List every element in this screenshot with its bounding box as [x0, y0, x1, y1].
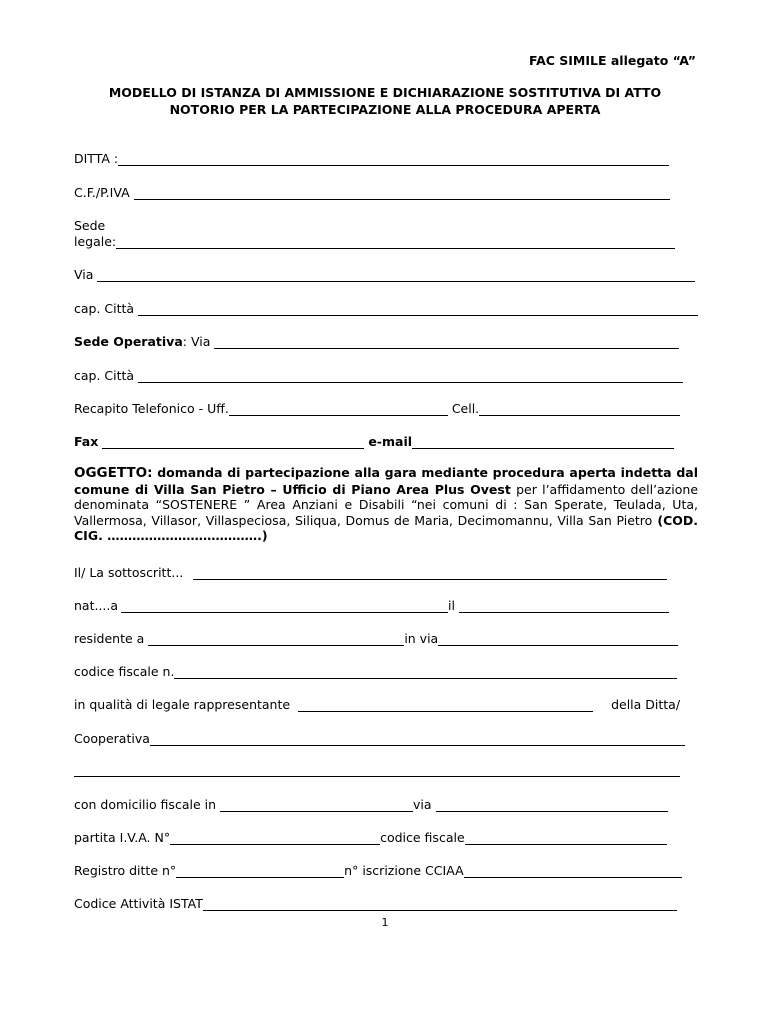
nato-row	[74, 595, 669, 613]
sede-operativa-field[interactable]	[214, 335, 679, 349]
cap-citta-2-label: cap. Città	[74, 368, 135, 383]
cap-citta-row	[74, 298, 698, 316]
registro-field[interactable]	[176, 864, 344, 878]
istat-row	[74, 893, 677, 911]
cap-citta-2-row	[74, 365, 683, 383]
domicilio-label: con domicilio fiscale in	[74, 797, 217, 812]
il-field[interactable]	[459, 599, 669, 613]
codice-fiscale-row	[74, 661, 677, 679]
in-via-field[interactable]	[438, 632, 678, 646]
codice-fiscale-2-field[interactable]	[465, 831, 667, 845]
qualita-field[interactable]	[298, 698, 593, 712]
cf-piva-row	[74, 182, 670, 200]
sede-label: Sede	[74, 218, 106, 233]
fax-field[interactable]	[102, 435, 364, 449]
sottoscritto-label: Il/ La sottoscritt...	[74, 565, 184, 580]
sede-operativa-via-label: : Via	[182, 334, 211, 349]
fax-email-row	[74, 431, 674, 449]
blank-line[interactable]	[74, 775, 680, 777]
residente-row	[74, 628, 678, 646]
partita-iva-field[interactable]	[170, 831, 380, 845]
domicilio-row	[74, 794, 668, 812]
cooperativa-field[interactable]	[150, 732, 685, 746]
via-label: Via	[74, 267, 94, 282]
title-line-2: NOTORIO PER LA PARTECIPAZIONE ALLA PROCEDURA APERTA	[169, 102, 601, 117]
sede-operativa-label: Sede Operativa	[74, 334, 183, 349]
cap-citta-label: cap. Città	[74, 301, 135, 316]
domicilio-via-field[interactable]	[436, 798, 668, 812]
istat-label: Codice Attività ISTAT	[74, 896, 203, 911]
cf-piva-label: C.F./P.IVA	[74, 185, 130, 200]
oggetto-label: OGGETTO:	[74, 465, 153, 481]
oggetto-text-1: domanda di partecipazione alla gara mediante procedura aperta indetta dal comune di Villa San Pietro – Ufficio di Piano Area Plus Ovest	[74, 465, 698, 497]
cell-label: Cell.	[451, 401, 480, 416]
email-field[interactable]	[412, 435, 674, 449]
fax-label: Fax	[74, 434, 99, 449]
title-line-1: MODELLO DI ISTANZA DI AMMISSIONE E DICHIARAZIONE SOSTITUTIVA DI ATTO	[108, 85, 662, 100]
residente-field[interactable]	[148, 632, 404, 646]
registro-row	[74, 860, 682, 878]
ditta-label: DITTA :	[74, 151, 119, 166]
codice-fiscale-label: codice fiscale n.	[74, 664, 175, 679]
iscrizione-field[interactable]	[464, 864, 682, 878]
qualita-label: in qualità di legale rappresentante	[74, 697, 291, 712]
fac-simile-label: FAC SIMILE allegato “A”	[528, 53, 696, 68]
nato-label: nat....a	[74, 598, 119, 613]
residente-label: residente a	[74, 631, 145, 646]
via-field[interactable]	[97, 268, 695, 282]
cap-citta-field[interactable]	[138, 302, 698, 316]
oggetto-paragraph	[74, 465, 698, 544]
partita-iva-label: partita I.V.A. N°	[74, 830, 171, 845]
domicilio-field[interactable]	[220, 798, 413, 812]
cooperativa-label: Cooperativa	[74, 731, 150, 746]
recapito-label: Recapito Telefonico - Uff.	[74, 401, 229, 416]
page-number: 1	[381, 916, 389, 929]
recapito-field[interactable]	[229, 402, 448, 416]
oggetto-text-2: per l’affidamento dell’azione denominata “SOSTENERE ” Area Anziani e Disabili “nei comuni di : San Sperate, Teulada, Uta, Vallermosa, Villasor, Villaspeciosa, Siliqua, Domus de Maria, Decimomannu, Villa San Pietro	[74, 481, 699, 528]
nato-field[interactable]	[121, 599, 448, 613]
ditta-row	[74, 148, 669, 166]
sede-legale-label: legale:	[74, 234, 117, 249]
oggetto-cig: (COD. CIG. ……………………………….)	[74, 512, 698, 543]
recapito-row	[74, 398, 680, 416]
partita-iva-row	[74, 827, 667, 845]
sottoscritto-field[interactable]	[193, 566, 667, 580]
istat-field[interactable]	[203, 897, 677, 911]
via-row	[74, 264, 695, 282]
sede-legale-field[interactable]	[116, 235, 675, 249]
domicilio-via-label: via	[413, 797, 432, 812]
cell-field[interactable]	[479, 402, 680, 416]
sede-operativa-row	[74, 331, 679, 349]
della-ditta-label: della Ditta/	[611, 697, 681, 712]
il-label: il	[448, 598, 455, 613]
cap-citta-2-field[interactable]	[138, 369, 683, 383]
sede-legale-row-2	[74, 231, 675, 249]
qualita-row	[74, 694, 680, 712]
sottoscritto-row	[74, 562, 667, 580]
ditta-field[interactable]	[118, 152, 669, 166]
in-via-label: in via	[404, 631, 439, 646]
iscrizione-label: n° iscrizione CCIAA	[344, 863, 464, 878]
cooperativa-row	[74, 728, 685, 746]
email-label: e-mail	[368, 434, 413, 449]
codice-fiscale-2-label: codice fiscale	[380, 830, 465, 845]
codice-fiscale-field[interactable]	[174, 665, 677, 679]
document-title	[80, 84, 690, 118]
registro-label: Registro ditte n°	[74, 863, 177, 878]
cf-piva-field[interactable]	[134, 186, 670, 200]
